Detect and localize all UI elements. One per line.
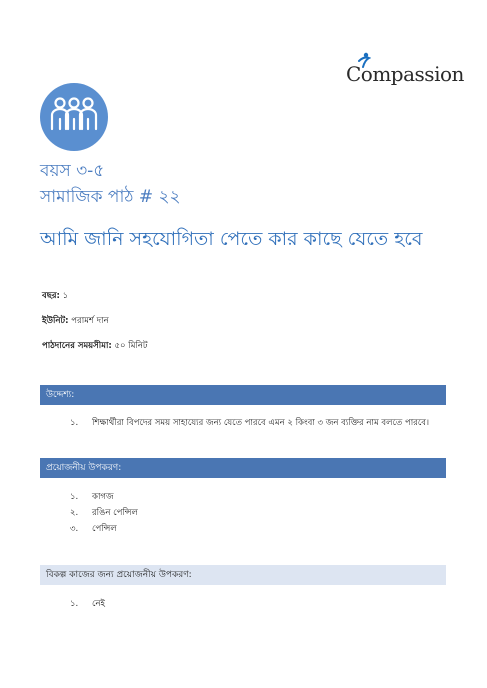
meta-unit <box>42 314 109 328</box>
list-text: শিক্ষার্থীরা বিপদের সময় সাহায্যের জন্য যেতে পারবে এমন ২ কিংবা ৩ জন ব্যক্তির নাম বলতে পারবে। <box>92 418 430 428</box>
meta-year <box>42 289 68 303</box>
list-text: কাগজ <box>92 492 114 502</box>
year-value: ১ <box>62 291 69 301</box>
alt-materials-heading: বিকল্প কাজের জন্য প্রয়োজনীয় উপকরণ: <box>40 565 446 585</box>
meta-duration <box>42 339 148 353</box>
list-item <box>70 416 429 430</box>
unit-label: ইউনিট: <box>42 316 69 326</box>
lesson-number: সামাজিক পাঠ # ২২ <box>40 187 181 207</box>
duration-value: ৫০ মিনিট <box>114 341 148 351</box>
group-of-people-icon <box>40 83 108 151</box>
objectives-heading: উদ্দেশ্য: <box>40 385 446 405</box>
list-number: ১. <box>70 599 79 609</box>
unit-value: পরামর্শ দান <box>71 316 109 326</box>
age-range: বয়স ৩-৫ <box>40 161 105 181</box>
list-number: ৩. <box>70 524 79 534</box>
list-item <box>70 597 105 611</box>
list-number: ১. <box>70 418 79 428</box>
brand-name: Compassion <box>346 62 464 86</box>
list-text: পেন্সিল <box>92 524 117 534</box>
list-item <box>70 522 117 536</box>
list-item <box>70 506 138 520</box>
list-item <box>70 490 114 504</box>
year-label: বছর: <box>42 291 60 301</box>
list-number: ১. <box>70 492 79 502</box>
materials-heading: প্রয়োজনীয় উপকরণ: <box>40 458 446 478</box>
list-text: নেই <box>92 599 105 609</box>
compassion-logo <box>342 52 464 92</box>
lesson-title: আমি জানি সহযোগিতা পেতে কার কাছে যেতে হবে <box>40 228 423 250</box>
duration-label: পাঠদানের সময়সীমা: <box>42 341 112 351</box>
list-number: ২. <box>70 508 79 518</box>
list-text: রঙিন পেন্সিল <box>92 508 138 518</box>
